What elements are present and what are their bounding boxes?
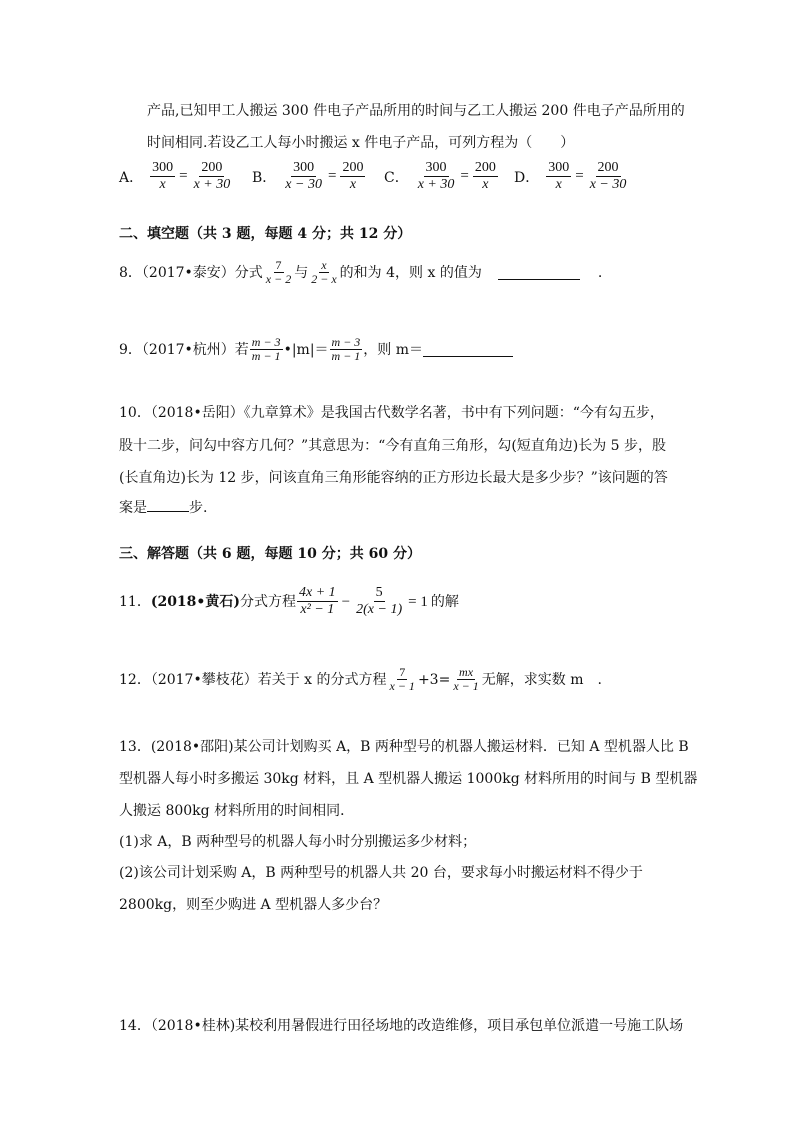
q13-line1: 13．(2018•邵阳)某公司计划购买 A，B 两种型号的机器人搬运材料．已知 A 型机器人比 B: [119, 739, 689, 755]
q13-line5: (2)该公司计划采购 A，B 两种型号的机器人共 20 台，要求每小时搬运材料不得少于: [119, 865, 643, 881]
q7-option-b: B． $\frac{300}{x - 30}$ = $\frac{200}{x}$: [252, 160, 364, 192]
q10-line4-prefix: 案是: [119, 500, 147, 516]
q9-suffix: ，则 m＝: [363, 341, 424, 358]
q7-line1: 产品,已知甲工人搬运 300 件电子产品所用的时间与乙工人搬运 200 件电子产品所用的: [147, 103, 685, 119]
q11-prefix: 分式方程: [240, 593, 296, 610]
q10-line1: 10．（2018•岳阳）《九章算术》是我国古代数学名著，书中有下列问题：“今有勾五步，: [119, 405, 664, 421]
q11-fraction-1: $\frac{4x + 1}{\text{x² − 1}}$: [299, 585, 336, 617]
q7-option-d: D． $\frac{300}{x}$ = $\frac{200}{x - 30}$: [514, 160, 627, 192]
q11-source: (2018•黄石): [150, 593, 240, 610]
q8-suffix: 的和为 4，则 x 的值为: [339, 264, 482, 281]
q10-line4: [119, 497, 207, 518]
q11-fraction-2: $\frac{5}{2(x - 1)}$: [356, 585, 403, 617]
q11-number: 11．: [119, 593, 151, 610]
q12: [119, 666, 602, 693]
q9-fraction-1: $\frac{m - 3}{m - 1}$: [251, 335, 281, 363]
q10-line4-suffix: 步.: [189, 500, 208, 516]
q13-line4: (1)求 A，B 两种型号的机器人每小时分别搬运多少材料；: [119, 834, 477, 850]
q9: [119, 336, 513, 363]
q12-mid: +3=: [417, 671, 451, 688]
q8: [119, 259, 602, 286]
q12-prefix: 12．（2017•攀枝花）若关于 x 的分式方程: [119, 671, 387, 688]
q11-equals: = 1: [408, 593, 428, 610]
q11: [119, 585, 459, 618]
q11-suffix: 的解: [430, 593, 459, 610]
q12-fraction-1: $\frac{7}{x - 1}$: [389, 665, 415, 693]
q10-line2: 股十二步，问勾中容方几何？”其意思为：“今有直角三角形，勾(短直角边)长为 5 步，股: [119, 438, 667, 454]
q13-line2: 型机器人每小时多搬运 30kg 材料，且 A 型机器人搬运 1000kg 材料所用的时间与 B 型机器: [119, 771, 698, 787]
q12-fraction-2: $\frac{mx}{x - 1}$: [453, 665, 479, 693]
q11-minus: −: [341, 593, 351, 610]
section-2-heading: 二、填空题（共 3 题，每题 4 分；共 12 分）: [119, 226, 412, 242]
q12-suffix: 无解，求实数 m .: [481, 671, 602, 688]
q9-mid: •|m|＝: [283, 341, 329, 358]
q13-line6: 2800kg，则至少购进 A 型机器人多少台？: [119, 897, 388, 913]
q7-line2: 时间相同.若设乙工人每小时搬运 x 件电子产品，可列方程为（ ）: [147, 135, 575, 151]
q8-fraction-1: $\frac{7}{x - 2}$: [265, 258, 292, 286]
q8-fraction-2: $\frac{x}{2 - x}$: [311, 258, 337, 286]
q7-option-c: C． $\frac{300}{x + 30}$ = $\frac{200}{x}$: [384, 160, 496, 192]
q8-answer-blank: [498, 265, 580, 280]
q10-answer-blank: [147, 497, 189, 512]
q8-end: .: [597, 264, 603, 281]
q9-prefix: 9．（2017•杭州）若: [119, 341, 249, 358]
q10-line3: (长直角边)长为 12 步，问该直角三角形能容纳的正方形边长最大是多少步？”该问题的答: [119, 470, 668, 486]
section-3-heading: 三、解答题（共 6 题，每题 10 分；共 60 分）: [119, 546, 421, 562]
q8-mid: 与: [294, 264, 309, 281]
q9-answer-blank: [423, 342, 513, 357]
q9-fraction-2: $\frac{m - 3}{m - 1}$: [331, 335, 361, 363]
q13-line3: 人搬运 800kg 材料所用的时间相同．: [119, 803, 355, 819]
q7-option-a: A． $\frac{300}{x}$ = $\frac{200}{x + 30}$: [119, 160, 231, 192]
q8-prefix: 8．（2017•泰安）分式: [119, 264, 263, 281]
q14-line1: 14．（2018•桂林)某校利用暑假进行田径场地的改造维修，项目承包单位派遣一号施工队场: [119, 1018, 684, 1034]
